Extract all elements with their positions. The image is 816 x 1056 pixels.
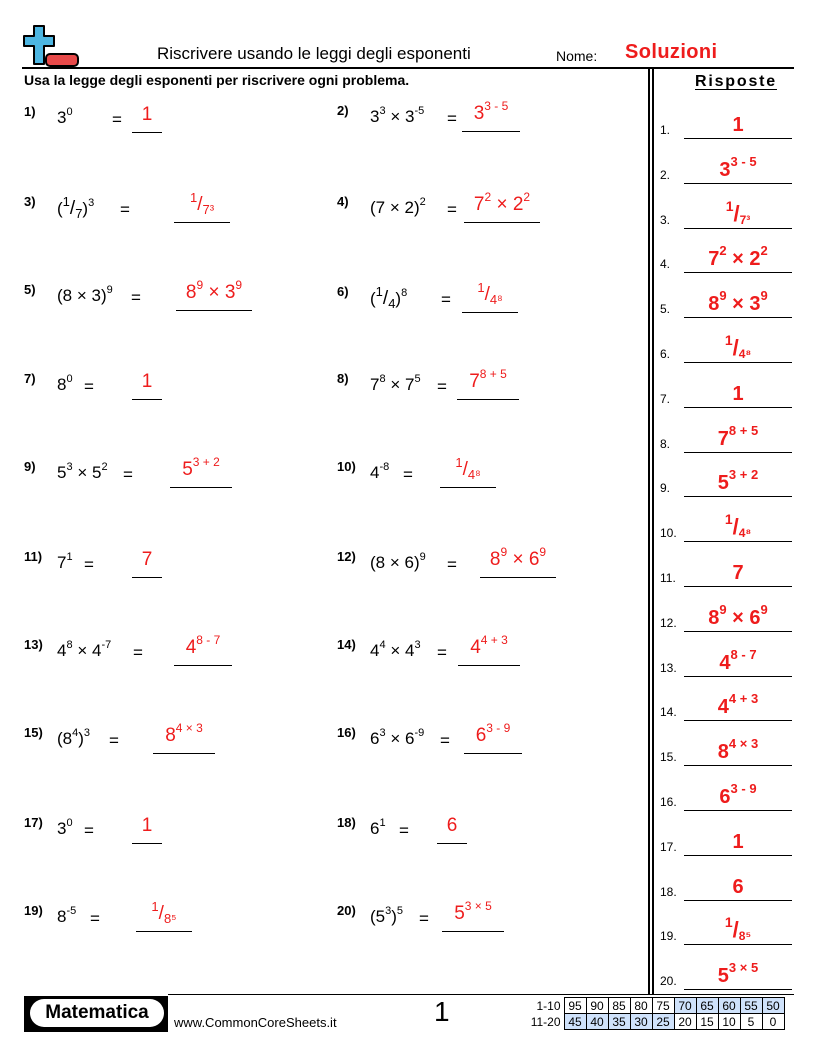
footer-rule bbox=[168, 994, 794, 995]
answer-field[interactable]: 1 bbox=[141, 371, 153, 392]
answer-blank-line bbox=[464, 222, 540, 223]
problem-11 bbox=[24, 549, 324, 593]
equals-sign: = bbox=[90, 909, 100, 928]
score-cell: 5 bbox=[740, 1014, 762, 1030]
answer-blank-line bbox=[440, 487, 496, 488]
answer-key-row-4 bbox=[660, 228, 794, 273]
answer-key-number: 15. bbox=[660, 750, 677, 765]
answer-key-number: 20. bbox=[660, 974, 677, 989]
answer-field[interactable]: 1 bbox=[141, 815, 153, 836]
score-cell: 40 bbox=[586, 1014, 608, 1030]
answer-key-row-3 bbox=[660, 184, 794, 229]
score-cell: 75 bbox=[652, 998, 674, 1014]
answer-field[interactable]: $7^{8 + 5}$ bbox=[469, 367, 507, 392]
equals-sign: = bbox=[437, 643, 447, 662]
score-cell: 20 bbox=[674, 1014, 696, 1030]
problem-number: 15) bbox=[24, 725, 43, 740]
answer-key-number: 3. bbox=[660, 212, 671, 227]
answer-key-number: 11. bbox=[660, 571, 676, 585]
problem-6 bbox=[337, 280, 637, 328]
score-cell: 85 bbox=[608, 998, 630, 1014]
score-row bbox=[528, 998, 784, 1014]
answer-key-value[interactable]: 1 bbox=[732, 114, 744, 136]
equals-sign: = bbox=[120, 200, 130, 219]
answer-key-value[interactable]: 1 bbox=[732, 830, 744, 853]
answer-blank-line bbox=[132, 132, 162, 133]
score-cell: 95 bbox=[564, 998, 586, 1014]
answer-key-value[interactable]: $^1$/7³ bbox=[725, 197, 751, 227]
answer-field[interactable]: $4^{4 + 3}$ bbox=[470, 633, 508, 658]
problem-16 bbox=[337, 721, 637, 769]
problem-number: 10) bbox=[337, 459, 356, 474]
answer-key-number: 16. bbox=[660, 795, 677, 809]
score-row-label: 11-20 bbox=[530, 1014, 561, 1029]
answer-key-row-8 bbox=[660, 408, 794, 453]
problem-10 bbox=[337, 455, 637, 503]
answer-blank-line bbox=[462, 312, 518, 313]
column-divider bbox=[648, 68, 654, 994]
answer-key-number: 14. bbox=[660, 705, 677, 720]
problem-expression: $(5^3)^5$ bbox=[370, 905, 404, 926]
answer-key-number: 4. bbox=[660, 257, 671, 272]
answer-key-value[interactable]: $^1$/4⁸ bbox=[724, 511, 752, 541]
problem-expression: $4^4 \times 4^3$ bbox=[370, 639, 421, 660]
problem-expression: $7^1$ bbox=[57, 551, 73, 572]
answer-field[interactable]: $8^9 \times 3^9$ bbox=[185, 278, 243, 303]
answer-blank-line bbox=[153, 753, 215, 754]
score-cell: 30 bbox=[630, 1014, 652, 1030]
problem-number: 8) bbox=[337, 371, 349, 386]
answer-key-number: 17. bbox=[660, 839, 677, 854]
answer-blank-line bbox=[132, 843, 162, 844]
answer-key-value[interactable]: $8^9 \times 3^9$ bbox=[708, 288, 768, 316]
score-cell: 25 bbox=[652, 1014, 674, 1030]
answer-field[interactable]: $8^9 \times 6^9$ bbox=[489, 545, 547, 570]
answer-key-row-20 bbox=[660, 945, 794, 990]
problem-number: 2) bbox=[337, 103, 349, 118]
problem-number: 19) bbox=[24, 903, 43, 918]
answer-key-number: 9. bbox=[660, 481, 671, 496]
problem-expression: $(^1/_7)^3$ bbox=[57, 194, 95, 221]
problem-13 bbox=[24, 633, 324, 681]
equals-sign: = bbox=[447, 109, 457, 128]
problem-number: 18) bbox=[337, 815, 356, 830]
answer-blank-line bbox=[176, 310, 252, 311]
problem-expression: $3^0$ bbox=[57, 817, 73, 838]
equals-sign: = bbox=[419, 909, 429, 928]
answer-key-number: 12. bbox=[660, 615, 677, 630]
answer-key-row-2 bbox=[660, 139, 794, 184]
problem-expression: $(8^4)^3$ bbox=[57, 727, 91, 748]
equals-sign: = bbox=[133, 643, 143, 662]
answer-key-row-7 bbox=[660, 363, 794, 408]
problem-5 bbox=[24, 278, 324, 326]
problem-17 bbox=[24, 815, 324, 859]
answer-key-row-15 bbox=[660, 721, 794, 766]
answer-key-number: 1. bbox=[660, 123, 671, 137]
answer-key-row-10 bbox=[660, 497, 794, 542]
instructions: Usa la legge degli esponenti per riscrivere ogni problema. bbox=[24, 72, 410, 88]
score-row-label: 1-10 bbox=[536, 998, 561, 1013]
answer-blank-line bbox=[132, 399, 162, 400]
score-row bbox=[528, 1014, 784, 1030]
problem-9 bbox=[24, 455, 324, 503]
answer-field[interactable]: $7^2 \times 2^2$ bbox=[473, 190, 531, 215]
equals-sign: = bbox=[109, 731, 119, 750]
answer-key-number: 8. bbox=[660, 436, 671, 451]
problem-expression: $3^0$ bbox=[57, 106, 73, 127]
score-cell: 90 bbox=[586, 998, 608, 1014]
name-value: Soluzioni bbox=[625, 41, 718, 63]
page-number: 1 bbox=[434, 996, 450, 1027]
score-cell: 45 bbox=[564, 1014, 586, 1030]
answer-key-row-18 bbox=[660, 856, 794, 901]
answer-key-value[interactable]: 1 bbox=[732, 382, 744, 405]
answer-key-row-19 bbox=[660, 900, 794, 945]
problem-number: 3) bbox=[24, 194, 36, 209]
problem-4 bbox=[337, 190, 637, 238]
problem-20 bbox=[337, 899, 637, 947]
problem-number: 4) bbox=[337, 194, 349, 209]
equals-sign: = bbox=[447, 200, 457, 219]
problem-number: 6) bbox=[337, 284, 349, 299]
answer-blank-line bbox=[132, 577, 162, 578]
equals-sign: = bbox=[441, 290, 451, 309]
score-cell: 70 bbox=[674, 998, 696, 1014]
answer-key-row-14 bbox=[660, 676, 794, 721]
score-cell: 15 bbox=[696, 1014, 718, 1030]
answer-key-value[interactable]: $^1$/8⁵ bbox=[724, 914, 752, 944]
score-cell: 80 bbox=[630, 998, 652, 1014]
answer-key-number: 18. bbox=[660, 884, 677, 899]
equals-sign: = bbox=[112, 110, 122, 129]
problem-expression: $3^3 \times 3^{-5}$ bbox=[370, 105, 425, 126]
answer-blank-line bbox=[457, 399, 519, 400]
problem-expression: $5^3 \times 5^2$ bbox=[57, 461, 108, 482]
equals-sign: = bbox=[447, 555, 457, 574]
worksheet-title: Riscrivere usando le leggi degli esponenti bbox=[157, 44, 471, 63]
problem-expression: $8^{-5}$ bbox=[57, 905, 77, 926]
problem-number: 5) bbox=[24, 282, 36, 297]
answer-field[interactable]: $^1/_{4^8}$ bbox=[477, 280, 503, 307]
answer-key-value[interactable]: 4$^{8 - 7}$ bbox=[719, 646, 757, 674]
answer-blank-line bbox=[170, 487, 232, 488]
answer-field[interactable]: 1 bbox=[141, 104, 153, 125]
answer-field[interactable]: $5^{3 + 2}$ bbox=[182, 455, 220, 480]
answer-blank-line bbox=[462, 131, 520, 132]
answer-key-value[interactable]: $5^{3 \times 5}$ bbox=[717, 960, 759, 988]
answer-key-value[interactable]: $7^{8 + 5}$ bbox=[717, 422, 759, 450]
score-cell: 65 bbox=[696, 998, 718, 1014]
problem-expression: $(^1/_4)^8$ bbox=[370, 284, 408, 311]
problem-number: 16) bbox=[337, 725, 356, 740]
answer-key-row-16 bbox=[660, 766, 794, 811]
score-cell: 55 bbox=[740, 998, 762, 1014]
answer-field[interactable]: $5^{3 \times 5}$ bbox=[454, 899, 492, 924]
problem-number: 14) bbox=[337, 637, 356, 652]
answer-key-row-5 bbox=[660, 273, 794, 318]
equals-sign: = bbox=[399, 821, 409, 840]
problem-expression: $(8 \times 3)^9$ bbox=[57, 284, 113, 305]
answer-key-number: 2. bbox=[660, 167, 671, 182]
equals-sign: = bbox=[403, 465, 413, 484]
answer-blank-line bbox=[480, 577, 556, 578]
answer-field[interactable]: $^1/_{7^3}$ bbox=[189, 190, 215, 217]
score-cell: 50 bbox=[762, 998, 784, 1014]
answer-key-number: 10. bbox=[660, 526, 677, 541]
answer-key-value[interactable]: 6 bbox=[732, 875, 744, 898]
answer-key-line bbox=[684, 989, 792, 990]
answer-field[interactable]: 6$^{3 - 9}$ bbox=[475, 721, 511, 746]
answer-key-row-12 bbox=[660, 587, 794, 632]
problem-expression: $8^0$ bbox=[57, 373, 73, 394]
problem-expression: $(7 \times 2)^2$ bbox=[370, 196, 426, 217]
problem-number: 1) bbox=[24, 104, 36, 119]
score-cell: 35 bbox=[608, 1014, 630, 1030]
answer-blank-line bbox=[437, 843, 467, 844]
answer-key-value[interactable]: $5^{3 + 2}$ bbox=[717, 467, 759, 495]
answer-key-number: 7. bbox=[660, 391, 671, 406]
problem-number: 13) bbox=[24, 637, 43, 652]
problem-3 bbox=[24, 190, 324, 238]
equals-sign: = bbox=[437, 377, 447, 396]
problem-expression: $4^{-8}$ bbox=[370, 461, 390, 482]
answer-key-value[interactable]: 6$^{3 - 9}$ bbox=[719, 781, 757, 808]
problem-number: 17) bbox=[24, 815, 43, 830]
answer-key-value[interactable]: $8^{4 \times 3}$ bbox=[717, 736, 759, 764]
answer-blank-line bbox=[174, 665, 232, 666]
answer-field[interactable]: $^1/_{8^5}$ bbox=[151, 899, 177, 926]
answer-field[interactable]: 6 bbox=[446, 815, 458, 836]
problem-15 bbox=[24, 721, 324, 769]
answer-key-number: 13. bbox=[660, 660, 677, 675]
problem-number: 11) bbox=[24, 549, 43, 564]
problem-19 bbox=[24, 899, 324, 947]
answer-field[interactable]: 4$^{8 - 7}$ bbox=[185, 633, 221, 658]
answer-key-number: 5. bbox=[660, 302, 671, 317]
answer-key-value[interactable]: $7^2 \times 2^2$ bbox=[708, 243, 768, 271]
answer-key-title: Risposte bbox=[695, 73, 777, 90]
problem-expression: $6^3 \times 6^{-9}$ bbox=[370, 727, 425, 748]
equals-sign: = bbox=[123, 465, 133, 484]
answer-field[interactable]: 7 bbox=[141, 549, 153, 570]
problem-expression: $4^8 \times 4^{-7}$ bbox=[57, 639, 112, 660]
score-cell: 60 bbox=[718, 998, 740, 1014]
problem-number: 12) bbox=[337, 549, 356, 564]
plus-minus-logo-icon bbox=[22, 24, 80, 68]
problem-18 bbox=[337, 815, 637, 859]
answer-key-number: 19. bbox=[660, 929, 677, 944]
score-cell: 10 bbox=[718, 1014, 740, 1030]
problem-expression: $(8 \times 6)^9$ bbox=[370, 551, 426, 572]
problem-12 bbox=[337, 545, 637, 593]
answer-field[interactable]: $^1/_{4^8}$ bbox=[455, 455, 481, 482]
answer-blank-line bbox=[442, 931, 504, 932]
score-cell: 0 bbox=[762, 1014, 784, 1030]
equals-sign: = bbox=[84, 821, 94, 840]
problem-2 bbox=[337, 99, 637, 147]
equals-sign: = bbox=[131, 288, 141, 307]
answer-blank-line bbox=[464, 753, 522, 754]
answer-key-row-6 bbox=[660, 318, 794, 363]
problem-number: 7) bbox=[24, 371, 36, 386]
answer-key-row-1 bbox=[660, 94, 794, 139]
problem-7 bbox=[24, 371, 324, 415]
equals-sign: = bbox=[84, 555, 94, 574]
answer-key-row-9 bbox=[660, 452, 794, 497]
problem-number: 20) bbox=[337, 903, 356, 918]
answer-field[interactable]: $8^{4 \times 3}$ bbox=[165, 721, 203, 746]
equals-sign: = bbox=[84, 377, 94, 396]
answer-key-number: 6. bbox=[660, 347, 671, 361]
answer-key-value[interactable]: 3$^{3 - 5}$ bbox=[719, 153, 757, 181]
answer-key-row-13 bbox=[660, 632, 794, 677]
answer-key-value[interactable]: 7 bbox=[732, 562, 744, 584]
answer-key-value[interactable]: $4^{4 + 3}$ bbox=[717, 691, 759, 719]
subject-badge: Matematica bbox=[30, 999, 164, 1027]
answer-blank-line bbox=[136, 931, 192, 932]
answer-key-row-17 bbox=[660, 811, 794, 856]
answer-key-value[interactable]: $8^9 \times 6^9$ bbox=[708, 601, 768, 629]
answer-key-value[interactable]: $^1$/4⁸ bbox=[724, 332, 752, 361]
header-rule bbox=[22, 67, 794, 69]
score-table bbox=[528, 997, 785, 1030]
problem-expression: $7^8 \times 7^5$ bbox=[370, 373, 421, 394]
problem-14 bbox=[337, 633, 637, 681]
answer-blank-line bbox=[458, 665, 520, 666]
answer-blank-line bbox=[174, 222, 230, 223]
website-link[interactable]: www.CommonCoreSheets.it bbox=[174, 1015, 337, 1030]
answer-field[interactable]: 3$^{3 - 5}$ bbox=[473, 99, 509, 124]
answer-key-row-11 bbox=[660, 542, 794, 587]
problem-1 bbox=[24, 104, 324, 148]
equals-sign: = bbox=[440, 731, 450, 750]
name-label: Nome: bbox=[556, 48, 598, 64]
problem-8 bbox=[337, 367, 637, 415]
problem-number: 9) bbox=[24, 459, 36, 474]
problem-expression: $6^1$ bbox=[370, 817, 386, 838]
